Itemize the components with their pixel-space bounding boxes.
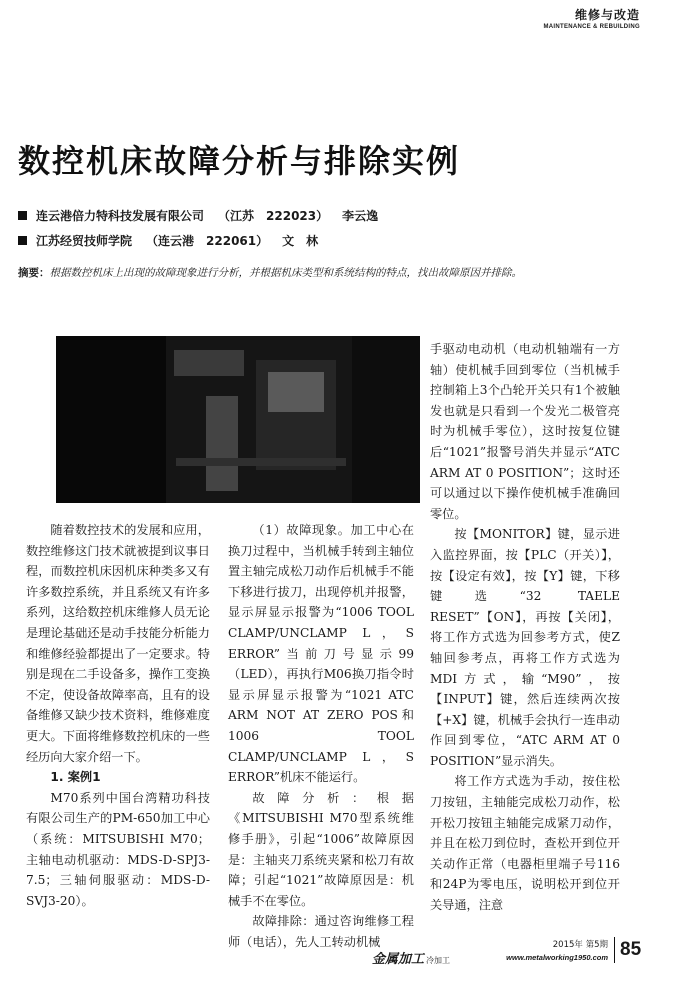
column-3 bbox=[430, 339, 620, 916]
article-title: 数控机床故障分析与排除实例 bbox=[18, 142, 461, 180]
author-location: （连云港 222061） bbox=[146, 234, 269, 248]
author-name: 文 林 bbox=[282, 234, 319, 248]
footer-divider bbox=[614, 937, 615, 963]
fault-removal-paragraph: 故障排除：通过咨询维修工程师（电话），先人工转动机械 bbox=[228, 914, 414, 949]
square-bullet-icon bbox=[18, 236, 27, 245]
author-line-1 bbox=[18, 207, 378, 224]
author-org: 连云港倍力特科技发展有限公司 bbox=[36, 209, 205, 223]
abstract-text: 根据数控机床上出现的故障现象进行分析，并根据机床类型和系统结构的特点，找出故障原因并排除。 bbox=[49, 267, 522, 279]
page-number: 85 bbox=[620, 939, 642, 960]
author-name: 李云逸 bbox=[342, 209, 379, 223]
intro-paragraph: 随着数控技术的发展和应用，数控维修这门技术就被提到议事日程，而数控机床因机床种类多又有许多数控系统，并且系统又有许多系列，这给数控机床维修人员无论是理论基础还是动手技能分析能力和维修经验都提出了一定要求。特别是现在二手设备多，操作工变换不定，使设备故障率高，且有的设备维修又缺少技术资料，维修难度更大。下面将维修数控机床的一些经历向大家介绍一下。 bbox=[26, 523, 210, 764]
section-name: 维修与改造 bbox=[574, 8, 640, 22]
magazine-logo bbox=[372, 948, 450, 967]
column-1 bbox=[26, 520, 210, 911]
abstract bbox=[18, 265, 658, 280]
magazine-url: www.metalworking1950.com bbox=[506, 953, 608, 962]
check-paragraph: 将工作方式选为手动，按住松刀按钮，主轴能完成松刀动作，松开松刀按钮主轴能完成紧刀动作，并且在松刀到位时，查松开到位开关动作正常（电器柜里端子号116和24P为零电压，说明松开到位开关导通，注意 bbox=[430, 774, 620, 913]
author-line-2 bbox=[18, 232, 318, 249]
issue-label: 2015年 第5期 bbox=[552, 940, 608, 950]
column-2 bbox=[228, 520, 414, 952]
author-org: 江苏经贸技师学院 bbox=[36, 234, 133, 248]
abstract-label: 摘要： bbox=[18, 267, 50, 279]
case-heading: 1. 案例1 bbox=[50, 770, 101, 785]
case-description: M70系列中国台湾精功科技有限公司生产的PM-650加工中心（系统：MITSUBISHI M70；主轴电动机驱动：MDS-D-SPJ3-7.5；三轴伺服驱动：MDS-D-SVJ3-20）。 bbox=[26, 790, 210, 908]
author-location: （江苏 222023） bbox=[218, 209, 329, 223]
fault-symptom-paragraph: （1）故障现象。加工中心在换刀过程中，当机械手转到主轴位置主轴完成松刀动作后机械手不能下移进行拔刀，出现停机并报警，显示屏显示报警为“1006 TOOL CLAMP/UNCLAMP L，S ERROR”当前刀号显示99（LED），再执行M06换刀指令时显示屏显示报警为“1021 ATC ARM NOT AT ZERO POS和1006 TOOL CLAMP/UNCLAMP L，S ERROR”机床不能运行。 bbox=[228, 523, 414, 785]
fault-analysis-paragraph: 故障分析：根据《MITSUBISHI M70型系统维修手册》，引起“1006”故障原因是：主轴夹刀系统夹紧和松刀有故障；引起“1021”故障原因是：机械手不在零位。 bbox=[228, 790, 414, 908]
magazine-subname: 冷加工 bbox=[426, 956, 451, 965]
operation-paragraph: 按【MONITOR】键，显示进入监控界面，按【PLC（开关）】，按【设定有效】，按【Y】键，下移键选“32 TAELE RESET”【ON】，再按【关闭】，将工作方式选为回参考方式，使Z轴回参考点，再将工作方式选为MDI方式，输“M90”，按【INPUT】键，然后连续两次按【+X】键，机械手会执行一连串动作回到零位，“ATC ARM AT 0 POSITION”显示消失。 bbox=[430, 527, 620, 768]
section-header bbox=[543, 6, 640, 30]
continued-paragraph: 手驱动电动机（电动机轴端有一方轴）使机械手回到零位（当机械手控制箱上3个凸轮开关只有1个被触发也就是只看到一个发光二极管亮时为机械手零位），这时按复位键后“1021”报警号消失并显示“ATC ARM AT 0 POSITION”；这时还可以通过以下操作使机械手准确回零位。 bbox=[430, 342, 620, 521]
section-name-en: MAINTENANCE & REBUILDING bbox=[543, 24, 640, 30]
machine-photo bbox=[56, 336, 420, 503]
magazine-name: 金属加工 bbox=[372, 952, 425, 967]
square-bullet-icon bbox=[18, 211, 27, 220]
